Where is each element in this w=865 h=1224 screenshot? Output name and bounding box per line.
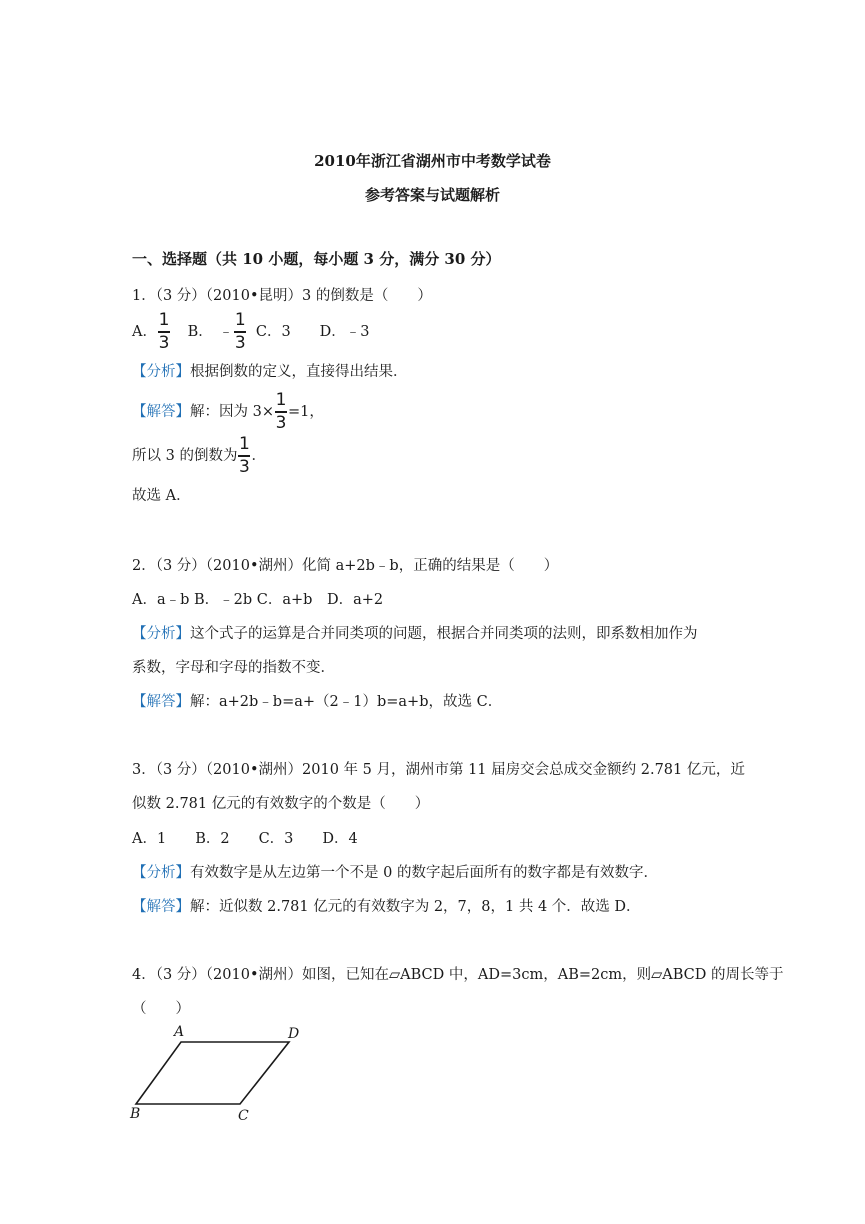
q2-answer [132, 692, 502, 712]
q1-answer-line2 [132, 436, 266, 476]
frac-denominator: 3 [275, 412, 287, 433]
q1-answer [132, 392, 324, 432]
answer-tag: 【解答】 [132, 899, 190, 915]
q1-answer-post: =1， [287, 404, 324, 420]
q2-stem: 2．（3 分）（2010•湖州）化简 a+2b﹣b，正确的结果是（ ） [132, 558, 559, 574]
analysis-tag: 【分析】 [132, 865, 190, 881]
frac-denominator: 3 [239, 456, 250, 477]
parallelogram-shape [136, 1042, 289, 1104]
q3-stem-line2: 似数 2.781 亿元的有效数字的个数是（ ） [132, 796, 430, 812]
q1-option-b-sign: ﹣ [218, 324, 234, 340]
q1-fraction-b [234, 312, 246, 352]
q1-options-cd: C．3 D．﹣3 [255, 324, 370, 340]
q1-fraction-a [158, 312, 170, 352]
page-subtitle: 参考答案与试题解析 [364, 186, 500, 204]
answer-tag: 【解答】 [132, 694, 190, 710]
q3-analysis-text: 有效数字是从左边第一个不是 0 的数字起后面所有的数字都是有效数字． [190, 865, 658, 881]
vertex-label-c: C [238, 1108, 249, 1124]
q2-analysis-line2: 系数，字母和字母的指数不变． [132, 660, 335, 676]
vertex-label-b: B [130, 1106, 141, 1122]
answer-tag: 【解答】 [132, 404, 190, 420]
q1-answer-pre: 解：因为 3× [190, 404, 274, 420]
q2-analysis-text: 这个式子的运算是合并同类项的问题，根据合并同类项的法则，即系数相加作为 [190, 626, 698, 642]
frac-denominator: 3 [158, 332, 170, 353]
vertex-label-a: A [174, 1024, 185, 1040]
q1-analysis-text: 根据倒数的定义，直接得出结果． [190, 364, 408, 380]
q1-stem: 1．（3 分）（2010•昆明）3 的倒数是（ ） [132, 288, 432, 304]
frac-denominator: 3 [234, 332, 246, 353]
frac-numerator: 1 [234, 310, 246, 331]
analysis-tag: 【分析】 [132, 626, 190, 642]
q4-stem: 4．（3 分）（2010•湖州）如图，已知在▱ABCD 中，AD=3cm，AB=2cm，则▱ABCD 的周长等于 [132, 967, 784, 983]
frac-numerator: 1 [239, 434, 250, 455]
q3-answer-text: 解：近似数 2.781 亿元的有效数字为 2，7，8，1 共 4 个．故选 D． [190, 899, 641, 915]
q1-line2-post: ． [251, 448, 266, 464]
q3-analysis [132, 863, 658, 883]
q1-conclusion: 故选 A． [132, 488, 191, 504]
q1-answer-fraction [275, 392, 287, 432]
vertex-label-d: D [288, 1026, 300, 1042]
page-title: 2010年浙江省湖州市中考数学试卷 [314, 152, 551, 170]
q3-options: A．1 B．2 C．3 D．4 [132, 831, 358, 847]
section-heading: 一、选择题（共 10 小题，每小题 3 分，满分 30 分） [132, 250, 501, 268]
q1-option-a-label: A． [132, 324, 157, 340]
frac-numerator: 1 [158, 310, 170, 331]
q2-answer-text: 解：a+2b﹣b=a+（2﹣1）b=a+b，故选 C． [190, 694, 503, 710]
q2-analysis [132, 624, 698, 644]
q3-stem: 3．（3 分）（2010•湖州）2010 年 5 月，湖州市第 11 届房交会总成交金额约 2.781 亿元，近 [132, 762, 745, 778]
q3-answer [132, 897, 641, 917]
frac-numerator: 1 [275, 390, 287, 411]
analysis-tag: 【分析】 [132, 364, 190, 380]
q2-options: A．a﹣b B．﹣2b C．a+b D．a+2 [132, 592, 384, 608]
parallelogram-figure [128, 1020, 318, 1126]
q1-option-b-label: B． [187, 324, 213, 340]
q1-line2-pre: 所以 3 的倒数为 [132, 448, 238, 464]
q1-analysis [132, 362, 408, 382]
q4-stem-line2: （ ） [132, 1001, 190, 1017]
q1-line2-fraction [238, 436, 250, 476]
q1-options [132, 312, 370, 352]
